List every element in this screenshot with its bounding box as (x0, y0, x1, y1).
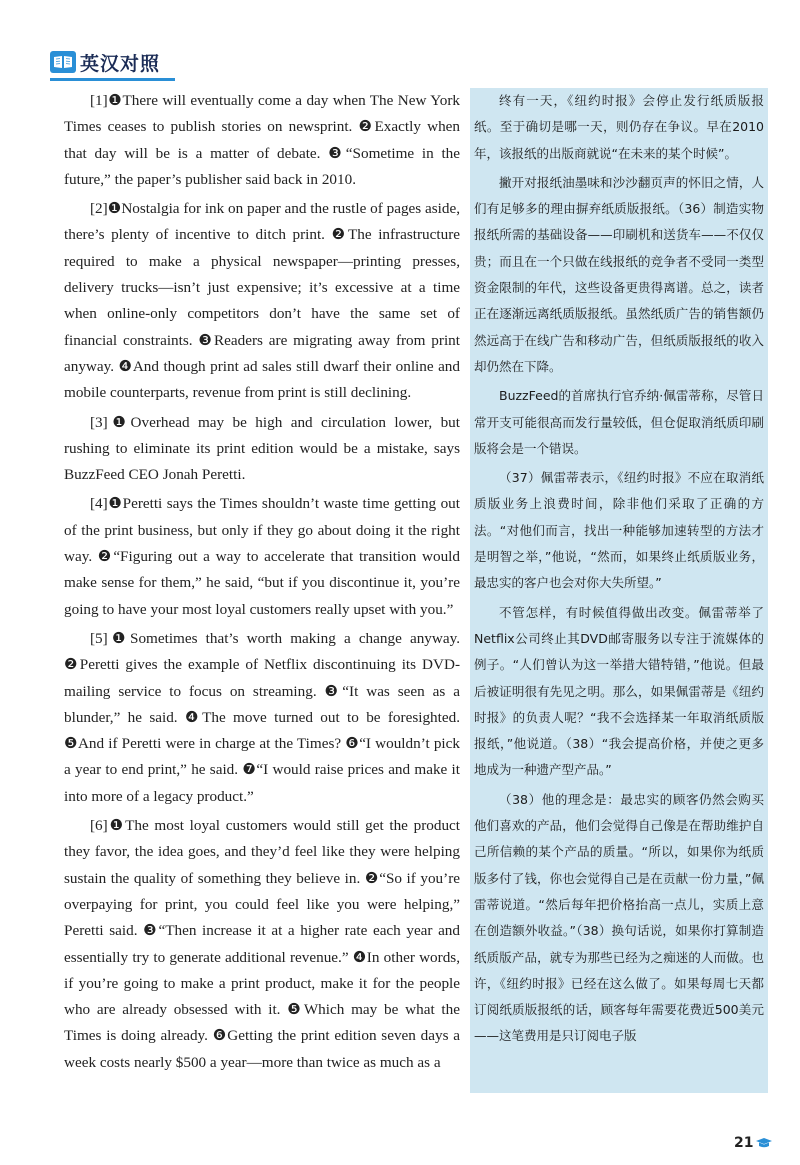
page-number: 21 (734, 1135, 754, 1151)
chinese-paragraph-1: 终有一天，《纽约时报》会停止发行纸质版报纸。至于确切是哪一天，则仍存在争议。早在2010年，该报纸的出版商就说“在未来的某个时候”。 (474, 93, 764, 161)
english-paragraph-3: [3]❶Overhead may be high and circulation lower, but rushing to eliminate its print edition would be a mistake, says BuzzFeed CEO Jonah Peretti. (64, 413, 460, 484)
english-paragraph-2: [2]❶Nostalgia for ink on paper and the rustle of pages aside, there’s plenty of incentive to ditch print. ❷The infrastructure required to make a physical newspaper—printing presses, delivery trucks—isn’t just expensive; it’s excessive at a time when online-only competitors don’t have the same set of financial constraints. ❸Readers are migrating away from print anyway. ❹And though print ad sales still dwarf their online and mobile counterparts, revenue from print is still declining. (64, 200, 460, 402)
chinese-paragraph-4: （37）佩雷蒂表示，《纽约时报》不应在取消纸质版业务上浪费时间，除非他们采取了正确的方法。“对他们而言，找出一种能够加速转型的方法才是明智之举，”他说，“然而，如果终止纸质版业务，最忠实的客户也会对你大失所望。” (474, 470, 764, 591)
chinese-text-column (474, 88, 764, 1050)
chinese-paragraph-2: 撇开对报纸油墨味和沙沙翻页声的怀旧之情，人们有足够多的理由摒弃纸质版报纸。（36）制造实物报纸所需的基础设备——印刷机和送货车——不仅仅贵；而且在一个只做在线报纸的竞争者不受同一类型资金限制的年代，这些设备更贵得离谱。总之，读者正在逐渐远离纸质版报纸。虽然纸质广告的销售额仍然远高于在线广告和移动广告，但纸质版报纸的收入却仍然在下降。 (474, 174, 764, 374)
open-book-icon (50, 51, 76, 73)
page-footer (734, 1135, 773, 1151)
section-title: 英汉对照 (80, 52, 161, 75)
header-underline (50, 78, 175, 81)
english-paragraph-1: [1]❶There will eventually come a day when The New York Times ceases to publish stories on newsprint. ❷Exactly when that day will be is a matter of debate. ❸“Sometime in the future,” the paper’s publisher said back in 2010. (64, 92, 460, 188)
section-header (50, 48, 160, 76)
chinese-paragraph-3: BuzzFeed的首席执行官乔纳·佩雷蒂称，尽管日常开支可能很高而发行量较低，但仓促取消纸质印刷版将会是一个错误。 (474, 388, 764, 456)
english-paragraph-5: [5]❶Sometimes that’s worth making a change anyway. ❷Peretti gives the example of Netflix discontinuing its DVD-mailing service to focus on streaming. ❸“It was seen as a blunder,” he said. ❹The move turned out to be foresighted. ❺And if Peretti were in charge at the Times? ❻“I wouldn’t pick a year to end print,” he said. ❼“I would raise prices and make it into more of a legacy product.” (64, 629, 460, 805)
chinese-paragraph-5: 不管怎样，有时候值得做出改变。佩雷蒂举了Netflix公司终止其DVD邮寄服务以专注于流媒体的例子。“人们曾认为这一举措大错特错，”他说。但最后被证明很有先见之明。那么，如果佩雷蒂是《纽约时报》的负责人呢？“我不会选择某一年取消纸质版报纸，”他说道。（38）“我会提高价格，并使之更多地成为一种遗产型产品。” (474, 604, 764, 778)
english-paragraph-6: [6]❶The most loyal customers would still get the product they favor, the idea goes, and they’d feel like they were helping sustain the quality of something they believe in. ❷“So if you’re overpaying for print, you could feel like you were helping,” Peretti said. ❸“Then increase it at a higher rate each year and essentially try to generate additional revenue.” ❹In other words, if you’re going to make a print product, make it for the people who are already obsessed with it. ❺Which may be what the Times is doing already. ❻Getting the print edition seven days a week costs nearly $500 a year—more than twice as much as a (64, 817, 460, 1071)
chinese-paragraph-6: （38）他的理念是：最忠实的顾客仍然会购买他们喜欢的产品，他们会觉得自己像是在帮助维护自己所信赖的某个产品的质量。“所以，如果你为纸质版多付了钱，你也会觉得自己是在贡献一份力量，”佩雷蒂说道。“然后每年把价格抬高一点儿，实质上意在创造额外收益。”（38）换句话说，如果你打算制造纸质版产品，就专为那些已经为之痴迷的人而做。也许，《纽约时报》已经在这么做了。如果每周七天都订阅纸质版报纸的话，顾客每年需要花费近500美元——这笔费用是只订阅电子版 (474, 791, 764, 1044)
graduation-cap-icon (755, 1137, 773, 1149)
english-paragraph-4: [4]❶Peretti says the Times shouldn’t waste time getting out of the print business, but only if they go about doing it the right way. ❷“Figuring out a way to accelerate that transition would make sense for them,” he said, “but if you discontinue it, you’re going to have your most loyal customers really upset with you.” (64, 495, 460, 618)
english-text-column (64, 88, 460, 1076)
